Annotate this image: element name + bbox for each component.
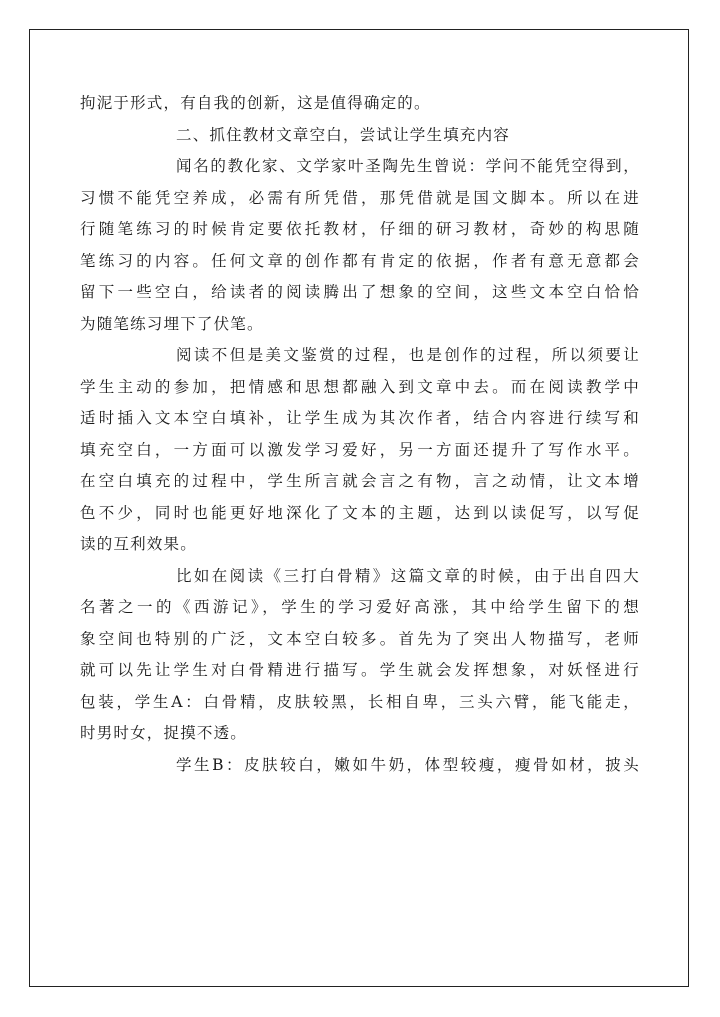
paragraph-line: 习惯不能凭空养成，必需有所凭借，那凭借就是国文脚本。所以在进 [80, 188, 640, 207]
paragraph-line: 名著之一的《西游记》，学生的学习爱好高涨，其中给学生留下的想 [80, 598, 640, 616]
paragraph-line: 学生主动的参加，把情感和思想都融入到文章中去。而在阅读教学中 [80, 377, 640, 396]
paragraph-line: 适时插入文本空白填补，让学生成为其次作者，结合内容进行续写和 [80, 409, 640, 427]
paragraph-line: 学生B：皮肤较白，嫩如牛奶，体型较瘦，瘦骨如材，披头 [176, 755, 640, 774]
paragraph-line: 在空白填充的过程中，学生所言就会言之有物，言之动情，让文本增 [80, 472, 640, 490]
paragraph-line: 为随笔练习埋下了伏笔。 [80, 314, 264, 333]
paragraph-line: 比如在阅读《三打白骨精》这篇文章的时候，由于出自四大 [176, 566, 640, 585]
paragraph-line: 行随笔练习的时候肯定要依托教材，仔细的研习教材，奇妙的构思随 [80, 220, 640, 238]
section-heading: 二、抓住教材文章空白，尝试让学生填充内容 [176, 125, 511, 144]
paragraph-line: 读的互利效果。 [80, 535, 197, 553]
paragraph-line: 阅读不但是美文鉴赏的过程，也是创作的过程，所以须要让 [176, 346, 640, 364]
paragraph-line: 拘泥于形式，有自我的创新，这是值得确定的。 [80, 94, 431, 112]
paragraph-line: 闻名的教化家、文学家叶圣陶先生曾说：学问不能凭空得到， [176, 157, 640, 175]
paragraph-line: 包装，学生A：白骨精，皮肤较黑，长相自卑，三头六臂，能飞能走， [80, 692, 640, 711]
paragraph-line: 象空间也特别的广泛，文本空白较多。首先为了突出人物描写，老师 [80, 629, 640, 648]
paragraph-line: 留下一些空白，给读者的阅读腾出了想象的空间，这些文本空白恰恰 [80, 283, 640, 301]
paragraph-line: 笔练习的内容。任何文章的创作都有肯定的依据，作者有意无意都会 [80, 251, 640, 270]
paragraph-line: 时男时女，捉摸不透。 [80, 724, 248, 742]
paragraph-line: 就可以先让学生对白骨精进行描写。学生就会发挥想象，对妖怪进行 [80, 661, 640, 679]
paragraph-line: 填充空白，一方面可以激发学习爱好，另一方面还提升了写作水平。 [80, 440, 640, 459]
document-body [80, 88, 640, 781]
paragraph-line: 色不少，同时也能更好地深化了文本的主题，达到以读促写，以写促 [80, 503, 640, 522]
